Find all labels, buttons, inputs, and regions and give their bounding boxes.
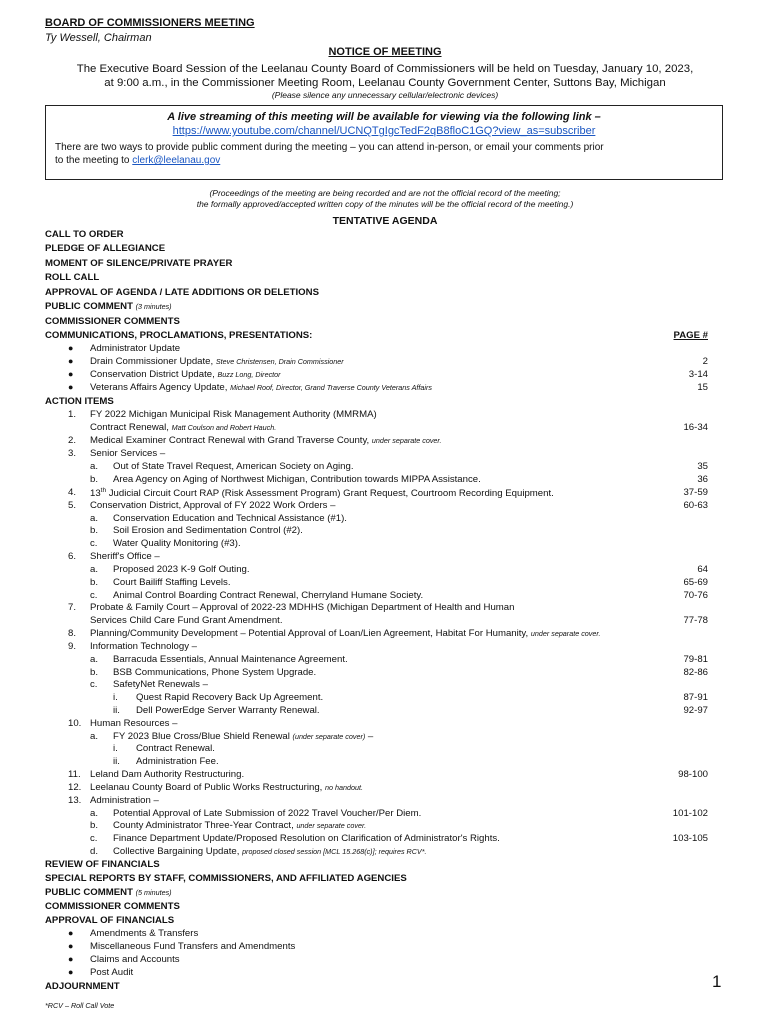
action-item-9c (0, 679, 770, 692)
item-text: APPROVAL OF AGENDA / LATE ADDITIONS OR DELETIONS (45, 287, 319, 298)
item-text: Animal Control Boarding Contract Renewal, Cherryland Humane Society. (113, 590, 424, 601)
action-item-1 (0, 409, 770, 422)
item-text: Conservation Education and Technical Assistance (#1). (113, 513, 347, 524)
item-text: County Administrator Three-Year Contract, (113, 820, 297, 831)
agenda-action-items (0, 396, 770, 409)
sub-letter: b. (90, 525, 99, 536)
bullet-icon: ● (68, 369, 74, 379)
financial-item (0, 967, 770, 980)
sub-letter: a. (90, 461, 99, 472)
action-item-6 (0, 551, 770, 564)
page-ref: 2 (702, 356, 708, 367)
action-item-9c-i (0, 692, 770, 705)
comment-instructions-prefix: to the meeting to (55, 155, 133, 166)
agenda-pledge (0, 243, 770, 256)
agenda-title: TENTATIVE AGENDA (332, 215, 438, 227)
item-text: COMMUNICATIONS, PROCLAMATIONS, PRESENTATIONS: (45, 330, 313, 341)
action-item-13b (0, 820, 770, 833)
action-item-9a (0, 654, 770, 667)
sub-letter: a. (90, 564, 99, 575)
page-ref: 15 (697, 382, 708, 393)
sub-letter: a. (90, 808, 99, 819)
item-text: SafetyNet Renewals – (113, 679, 208, 690)
item-text: 13 (90, 488, 101, 500)
sub-letter: a. (90, 513, 99, 524)
sub-letter: b. (90, 667, 99, 678)
agenda-special-reports (0, 873, 770, 886)
item-text: Sheriff's Office – (90, 551, 160, 562)
item-text: Conservation District Update, (90, 369, 218, 380)
item-text: FY 2023 Blue Cross/Blue Shield Renewal (113, 731, 293, 742)
item-text: PUBLIC COMMENT (45, 887, 133, 898)
sub-letter: c. (90, 538, 98, 549)
action-item-13c (0, 833, 770, 846)
item-text: CALL TO ORDER (45, 229, 124, 240)
action-item-5 (0, 500, 770, 513)
item-number: 11. (68, 769, 81, 780)
action-item-10 (0, 718, 770, 731)
item-text: Soil Erosion and Sedimentation Control (#2). (113, 525, 303, 536)
sub-roman: i. (113, 692, 118, 703)
item-text: Out of State Travel Request, American Society on Aging. (113, 461, 354, 472)
action-item-11 (0, 769, 770, 782)
page-ref: 98-100 (678, 769, 708, 780)
item-text: Amendments & Transfers (90, 928, 199, 939)
footnote: *RCV – Roll Call Vote (45, 1001, 115, 1010)
comm-item (0, 356, 770, 369)
item-text: Court Bailiff Staffing Levels. (113, 577, 231, 588)
action-item-6a (0, 564, 770, 577)
bullet-icon: ● (68, 941, 74, 951)
sub-roman: ii. (113, 705, 120, 716)
item-text: SPECIAL REPORTS BY STAFF, COMMISSIONERS, AND AFFILIATED AGENCIES (45, 873, 407, 884)
item-note: no handout. (325, 783, 363, 792)
comm-item (0, 382, 770, 395)
financial-item (0, 941, 770, 954)
item-text: Medical Examiner Contract Renewal with Grand Traverse County, (90, 435, 372, 446)
sub-letter: c. (90, 590, 98, 601)
item-number: 4. (68, 487, 77, 498)
item-number: 12. (68, 782, 82, 793)
item-text: ROLL CALL (45, 272, 100, 283)
proceedings-note-2: the formally approved/accepted written copy of the minutes will be the official record of the meeting.) (196, 199, 574, 209)
item-text: Leland Dam Authority Restructuring. (90, 769, 245, 780)
agenda-review-financials (0, 859, 770, 872)
bullet-icon: ● (68, 967, 74, 977)
stream-heading: A live streaming of this meeting will be available for viewing via the following link – (167, 111, 601, 123)
sub-letter: c. (90, 833, 98, 844)
action-item-12 (0, 782, 770, 795)
item-number: 7. (68, 602, 77, 613)
notice-heading: NOTICE OF MEETING (328, 46, 442, 58)
sub-letter: a. (90, 731, 99, 742)
item-text: Administration Fee. (136, 756, 219, 767)
page-ref: 70-76 (683, 590, 708, 601)
item-text: PLEDGE OF ALLEGIANCE (45, 243, 166, 254)
agenda-approval-financials (0, 915, 770, 928)
agenda-adjournment (0, 981, 770, 994)
bullet-icon: ● (68, 356, 74, 366)
financial-item (0, 954, 770, 967)
action-item-13d (0, 846, 770, 859)
bullet-icon: ● (68, 928, 74, 938)
chairman: Ty Wessell, Chairman (45, 32, 152, 44)
page-ref: 101-102 (672, 808, 708, 819)
item-number: 5. (68, 500, 77, 511)
sub-letter: d. (90, 846, 99, 857)
page-ref: 64 (697, 564, 708, 575)
item-text: APPROVAL OF FINANCIALS (45, 915, 175, 926)
item-text: Proposed 2023 K-9 Golf Outing. (113, 564, 250, 575)
proceedings-note-1: (Proceedings of the meeting are being recorded and are not the official record of the meeting; (209, 188, 561, 198)
item-text: Miscellaneous Fund Transfers and Amendments (90, 941, 296, 952)
item-text: Administrator Update (90, 343, 181, 354)
item-text: Probate & Family Court – Approval of 2022-23 MDHHS (Michigan Department of Health and Human (90, 602, 515, 613)
item-text: FY 2022 Michigan Municipal Risk Management Authority (MMRMA) (90, 409, 377, 420)
item-text: MOMENT OF SILENCE/PRIVATE PRAYER (45, 258, 233, 269)
item-text: BSB Communications, Phone System Upgrade. (113, 667, 317, 678)
item-text: Contract Renewal, (90, 422, 172, 433)
item-text: Potential Approval of Late Submission of 2022 Travel Voucher/Per Diem. (113, 808, 422, 819)
meeting-title: BOARD OF COMMISSIONERS MEETING (45, 17, 255, 29)
item-text: Post Audit (90, 967, 134, 978)
item-number: 10. (68, 718, 82, 729)
item-text: Planning/Community Development – Potential Approval of Loan/Lien Agreement, Habitat For Humanity, (90, 628, 531, 639)
item-text: ADJOURNMENT (45, 981, 120, 992)
agenda-silence (0, 258, 770, 271)
action-item-10a-i (0, 743, 770, 756)
item-text: Contract Renewal. (136, 743, 215, 754)
page-ref: 87-91 (683, 692, 708, 703)
live-stream-box (45, 105, 723, 180)
sub-letter: b. (90, 820, 99, 831)
action-item-3 (0, 448, 770, 461)
bullet-icon: ● (68, 954, 74, 964)
item-number: 8. (68, 628, 77, 639)
item-text: ACTION ITEMS (45, 396, 114, 407)
page-ref: 37-59 (683, 487, 708, 498)
sub-letter: a. (90, 654, 99, 665)
item-note: (5 minutes) (135, 888, 172, 897)
stream-link[interactable]: https://www.youtube.com/channel/UCNQTgIgcTedF2qB8floC1GQ?view_as=subscriber (172, 125, 596, 137)
page-ref: 65-69 (683, 577, 708, 588)
action-item-2 (0, 435, 770, 448)
item-note: Buzz Long, Director (217, 370, 281, 379)
item-text: Collective Bargaining Update, (113, 846, 243, 857)
item-note: under separate cover. (296, 821, 367, 830)
comm-item (0, 369, 770, 382)
item-text: Water Quality Monitoring (#3). (113, 538, 241, 549)
clerk-email-link[interactable]: clerk@leelanau.gov (132, 155, 221, 166)
action-item-9c-ii (0, 705, 770, 718)
bullet-icon: ● (68, 343, 74, 353)
comment-instructions-1: There are two ways to provide public comment during the meeting – you can attend in-person, or email your comments prior (55, 142, 604, 153)
item-text: Senior Services – (90, 448, 166, 459)
item-text: Quest Rapid Recovery Back Up Agreement. (136, 692, 324, 703)
item-note: proposed closed session [MCL 15.268(c)]; requires RCV*. (242, 847, 427, 856)
page-ref: 35 (697, 461, 708, 472)
action-item-9 (0, 641, 770, 654)
ordinal-suffix: th (100, 487, 107, 494)
silence-note: (Please silence any unnecessary cellular/electronic devices) (271, 90, 499, 100)
agenda-commissioner-comments (0, 316, 770, 329)
agenda-approval (0, 287, 770, 300)
item-note: Michael Roof, Director, Grand Traverse County Veterans Affairs (230, 383, 432, 392)
page-number: 1 (712, 972, 722, 991)
item-text: Dell PowerEdge Server Warranty Renewal. (136, 705, 320, 716)
item-note: under separate cover. (371, 436, 442, 445)
action-item-1-cont (0, 422, 770, 435)
item-text: Administration – (90, 795, 159, 806)
item-text: REVIEW OF FINANCIALS (45, 859, 160, 870)
agenda-roll-call (0, 272, 770, 285)
item-number: 13. (68, 795, 82, 806)
comment-instructions-2 (55, 155, 220, 166)
item-text: Drain Commissioner Update, (90, 356, 216, 367)
item-note: Steve Christensen, Drain Commissioner (215, 357, 344, 366)
action-item-7-cont (0, 615, 770, 628)
item-text: Claims and Accounts (90, 954, 180, 965)
sub-letter: b. (90, 474, 99, 485)
item-number: 3. (68, 448, 77, 459)
item-text: Veterans Affairs Agency Update, (90, 382, 231, 393)
item-text: Services Child Care Fund Grant Amendment. (90, 615, 283, 626)
item-note: (3 minutes) (135, 302, 172, 311)
agenda-communications (0, 330, 770, 343)
page-ref: 36 (697, 474, 708, 485)
intro-line-2: at 9:00 a.m., in the Commissioner Meeting Room, Leelanau County Government Center, Suttons Bay, Michigan (104, 77, 666, 89)
action-item-8 (0, 628, 770, 641)
item-note: Matt Coulson and Robert Hauch. (171, 423, 277, 432)
agenda-call-to-order (0, 229, 770, 242)
item-text: Human Resources – (90, 718, 178, 729)
action-item-5b (0, 525, 770, 538)
action-item-3b (0, 474, 770, 487)
item-number: 1. (68, 409, 77, 420)
bullet-icon: ● (68, 382, 74, 392)
item-text: COMMISSIONER COMMENTS (45, 901, 180, 912)
item-text: Finance Department Update/Proposed Resolution on Clarification of Administrator's Rights. (113, 833, 500, 844)
item-text: Conservation District, Approval of FY 2022 Work Orders – (90, 500, 336, 511)
item-number: 9. (68, 641, 77, 652)
item-text: Information Technology – (90, 641, 198, 652)
item-text: Leelanau County Board of Public Works Restructuring, (90, 782, 325, 793)
financial-item (0, 928, 770, 941)
item-text: PUBLIC COMMENT (45, 301, 133, 312)
sub-letter: b. (90, 577, 99, 588)
agenda-commissioner-comments-2 (0, 901, 770, 914)
item-text: Barracuda Essentials, Annual Maintenance Agreement. (113, 654, 348, 665)
sub-roman: ii. (113, 756, 120, 767)
item-text: Judicial Circuit Court RAP (Risk Assessment Program) Grant Request, Courtroom Recording Equipment. (106, 488, 554, 500)
item-text: COMMISSIONER COMMENTS (45, 316, 180, 327)
action-item-3a (0, 461, 770, 474)
item-text: – (365, 731, 374, 742)
page-ref: 60-63 (683, 500, 708, 511)
action-item-4 (0, 487, 770, 500)
action-item-13 (0, 795, 770, 808)
page-ref: 77-78 (683, 615, 708, 626)
page-ref: 82-86 (683, 667, 708, 678)
action-item-6b (0, 577, 770, 590)
page-ref: 92-97 (683, 705, 708, 716)
item-note: under separate cover. (530, 629, 601, 638)
item-text: Area Agency on Aging of Northwest Michigan, Contribution towards MIPPA Assistance. (113, 474, 481, 485)
sub-roman: i. (113, 743, 118, 754)
item-number: 6. (68, 551, 77, 562)
page-column-header: PAGE # (673, 330, 708, 341)
action-item-7 (0, 602, 770, 615)
agenda-public-comment (0, 301, 770, 314)
page-ref: 16-34 (683, 422, 708, 433)
comm-item (0, 343, 770, 356)
page-ref: 103-105 (672, 833, 708, 844)
sub-letter: c. (90, 679, 98, 690)
agenda-public-comment-2 (0, 887, 770, 900)
intro-line-1: The Executive Board Session of the Leelanau County Board of Commissioners will be held on Tuesday, January 10, 2023, (76, 63, 694, 75)
item-number: 2. (68, 435, 77, 446)
item-note: (under separate cover) (292, 732, 366, 741)
action-item-10a-ii (0, 756, 770, 769)
page-ref: 79-81 (683, 654, 708, 665)
page-ref: 3-14 (688, 369, 708, 380)
action-item-5c (0, 538, 770, 551)
